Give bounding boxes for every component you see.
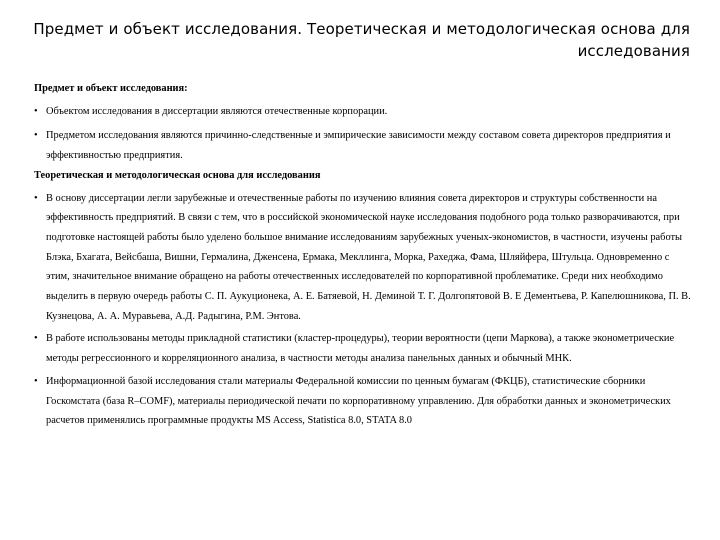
bullet-text: В работе использованы методы прикладной статистики (кластер-процедуры), теории вероятности (цепи Маркова), а также эконометрические методы регрессионного и корреляционного анализа, в частности методы анализа панельных данных и обычный МНК. — [46, 333, 675, 365]
bullet-dot: • — [34, 375, 38, 387]
bullet-text: Информационной базой исследования стали материалы Федеральной комиссии по ценным бумагам (ФКЦБ), статистические сборники Госкомстата (база R–COMF), материалы периодической печати по корпоративному управлению. Для обработки данных и эконометрических расчетов применялись программные продукты MS Access, Statistica 8.0, STATA 8.0 — [46, 375, 671, 427]
bullet-data-sources — [34, 372, 694, 431]
section-heading-subject: Предмет и объект исследования: — [34, 83, 188, 94]
slide-content — [34, 79, 694, 431]
bullet-literature — [34, 189, 694, 327]
bullet-dot: • — [34, 333, 38, 345]
section-heading-theory: Теоретическая и методологическая основа для исследования — [34, 169, 321, 181]
slide-title: Предмет и объект исследования. Теоретическая и методологическая основа для исследования — [33, 20, 690, 60]
bullet-dot: • — [34, 105, 38, 117]
bullet-text: Объектом исследования в диссертации являются отечественные корпорации. — [46, 105, 388, 117]
bullet-object — [34, 102, 694, 122]
bullet-text: Предметом исследования являются причинно-следственные и эмпирические зависимости между составом совета директоров предприятия и эффективностью предприятия. — [46, 130, 671, 162]
bullet-methods — [34, 329, 694, 368]
bullet-text: В основу диссертации легли зарубежные и отечественные работы по изучению влияния совета директоров и структуры собственности на эффективность предприятий. В связи с тем, что в российской экономической науке исследования подобного рода только разворачиваются, при подготовке настоящей работы было уделено большое внимание исследованиям зарубежных ученых-экономистов, в частности, изучены работы Блэка, Бхагата, Вейсбаша, Вишни, Гермалина, Дженсена, Ермака, Мекллинга, Морка, Рахеджа, Фама, Шляйфера, Штульца. Одновременно с этим, значительное внимание обращено на работы отечественных исследователей по корпоративной проблематике. Среди них необходимо выделить в первую очередь работы С. П. Аукуционека, А. Е. Батяевой, Н. Деминой Т. Г. Долгопятовой В. Е Дементьева, Р. Капелюшникова, П. В. Кузнецова, А. А. Муравьева, А.Д. Радыгина, Р.М. Энтова. — [46, 192, 691, 322]
bullet-subject — [34, 126, 694, 165]
bullet-dot: • — [34, 192, 38, 204]
bullet-dot: • — [34, 130, 38, 142]
